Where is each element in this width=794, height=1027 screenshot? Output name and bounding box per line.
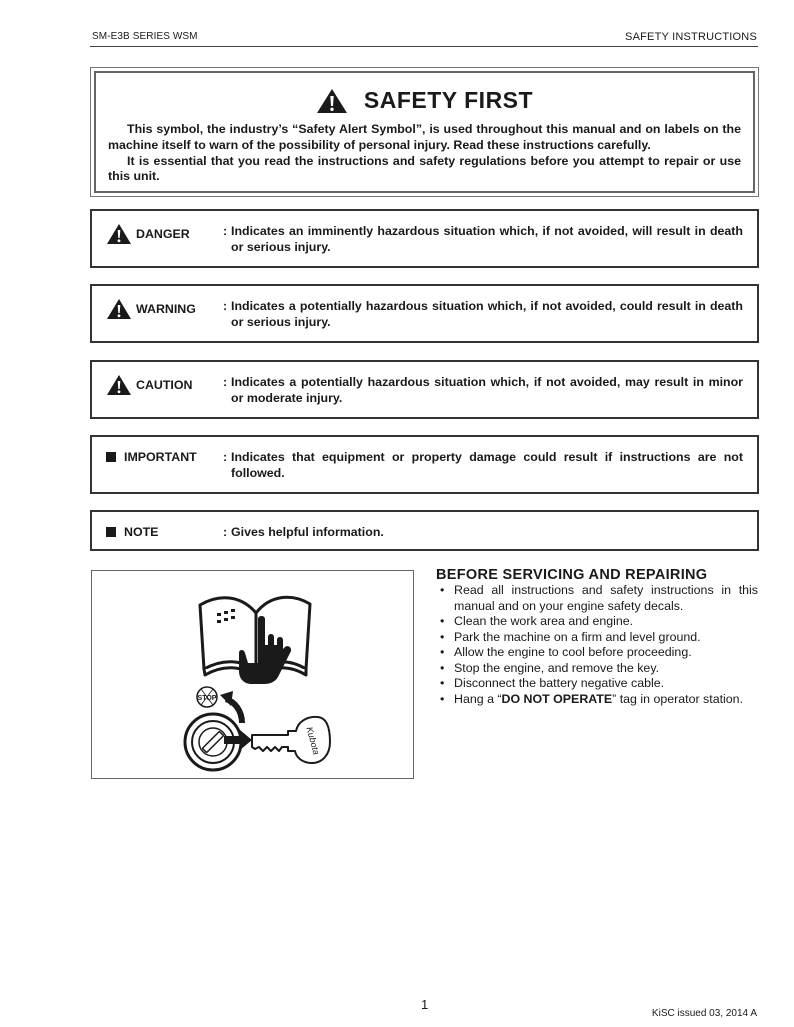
issue-label: KiSC issued 03, 2014 A bbox=[651, 1008, 757, 1019]
tag-instruction-prefix: Hang a “ bbox=[454, 691, 502, 706]
safety-first-inner-frame bbox=[94, 71, 755, 193]
tag-instruction-suffix: ” tag in operator station. bbox=[612, 691, 744, 706]
note-colon: : bbox=[223, 525, 228, 539]
black-square-icon bbox=[106, 452, 116, 462]
list-item bbox=[438, 692, 758, 708]
safety-first-title: SAFETY FIRST bbox=[363, 87, 534, 113]
warning-triangle-icon bbox=[106, 298, 132, 320]
list-item: • Allow the engine to cool before proceeding. bbox=[438, 645, 758, 661]
warning-description-row bbox=[223, 298, 743, 330]
document-code: SM-E3B SERIES WSM bbox=[92, 31, 198, 42]
black-square-icon bbox=[106, 527, 116, 537]
list-item: • Read all instructions and safety instructions in this manual and on your engine safety decals. bbox=[438, 583, 758, 614]
list-item: • Park the machine on a firm and level ground. bbox=[438, 630, 758, 646]
safety-first-paragraph-1: This symbol, the industry’s “Safety Alert Symbol”, is used throughout this manual and on labels on the machine itself to warn of the possibility of personal injury. Read these instructions carefully. bbox=[108, 122, 741, 152]
danger-label: DANGER bbox=[136, 227, 190, 241]
safety-alert-icon bbox=[316, 88, 348, 114]
list-item: • Clean the work area and engine. bbox=[438, 614, 758, 630]
before-servicing-title: BEFORE SERVICING AND REPAIRING bbox=[436, 567, 708, 583]
caution-label-group bbox=[106, 374, 192, 396]
section-title: SAFETY INSTRUCTIONS bbox=[625, 31, 757, 43]
do-not-operate-text: DO NOT OPERATE bbox=[501, 691, 613, 706]
note-description: Gives helpful information. bbox=[231, 525, 384, 539]
safety-first-body bbox=[108, 122, 741, 185]
important-description-row bbox=[223, 449, 743, 481]
note-description-row bbox=[223, 524, 743, 540]
safety-illustration bbox=[91, 570, 414, 779]
danger-label-group bbox=[106, 223, 190, 245]
danger-colon: : bbox=[223, 224, 228, 238]
danger-description: Indicates an imminently hazardous situation which, if not avoided, will result in death or serious injury. bbox=[231, 224, 743, 254]
list-item: • Stop the engine, and remove the key. bbox=[438, 661, 758, 677]
caution-description: Indicates a potentially hazardous situation which, if not avoided, may result in minor or moderate injury. bbox=[231, 375, 743, 405]
caution-label: CAUTION bbox=[136, 378, 193, 392]
list-item: • Disconnect the battery negative cable. bbox=[438, 676, 758, 692]
manual-and-key-illustration bbox=[92, 571, 413, 778]
important-box bbox=[90, 435, 759, 494]
before-servicing-list bbox=[438, 583, 758, 707]
note-label-group bbox=[106, 525, 158, 539]
warning-box bbox=[90, 284, 759, 343]
important-label-group bbox=[106, 450, 197, 464]
stop-label: STOP bbox=[197, 695, 217, 702]
important-description: Indicates that equipment or property damage could result if instructions are not followed. bbox=[231, 450, 743, 480]
safety-first-box bbox=[90, 67, 759, 197]
key-brand-label: Kubota bbox=[304, 725, 322, 756]
warning-triangle-icon bbox=[106, 223, 132, 245]
caution-colon: : bbox=[223, 375, 228, 389]
warning-triangle-icon bbox=[106, 374, 132, 396]
note-box bbox=[90, 510, 759, 551]
warning-colon: : bbox=[223, 299, 228, 313]
caution-description-row bbox=[223, 374, 743, 406]
safety-first-paragraph-2: It is essential that you read the instructions and safety regulations before you attempt to repair or use this unit. bbox=[108, 153, 741, 184]
warning-label-group bbox=[106, 298, 196, 320]
danger-description-row bbox=[223, 223, 743, 255]
header-divider bbox=[90, 46, 758, 47]
danger-box bbox=[90, 209, 759, 268]
caution-box bbox=[90, 360, 759, 419]
important-colon: : bbox=[223, 450, 228, 464]
warning-description: Indicates a potentially hazardous situation which, if not avoided, could result in death or serious injury. bbox=[231, 299, 743, 329]
warning-label: WARNING bbox=[136, 302, 196, 316]
important-label: IMPORTANT bbox=[124, 450, 197, 464]
page-number: 1 bbox=[421, 997, 429, 1012]
safety-first-heading bbox=[96, 87, 753, 114]
note-label: NOTE bbox=[124, 525, 159, 539]
